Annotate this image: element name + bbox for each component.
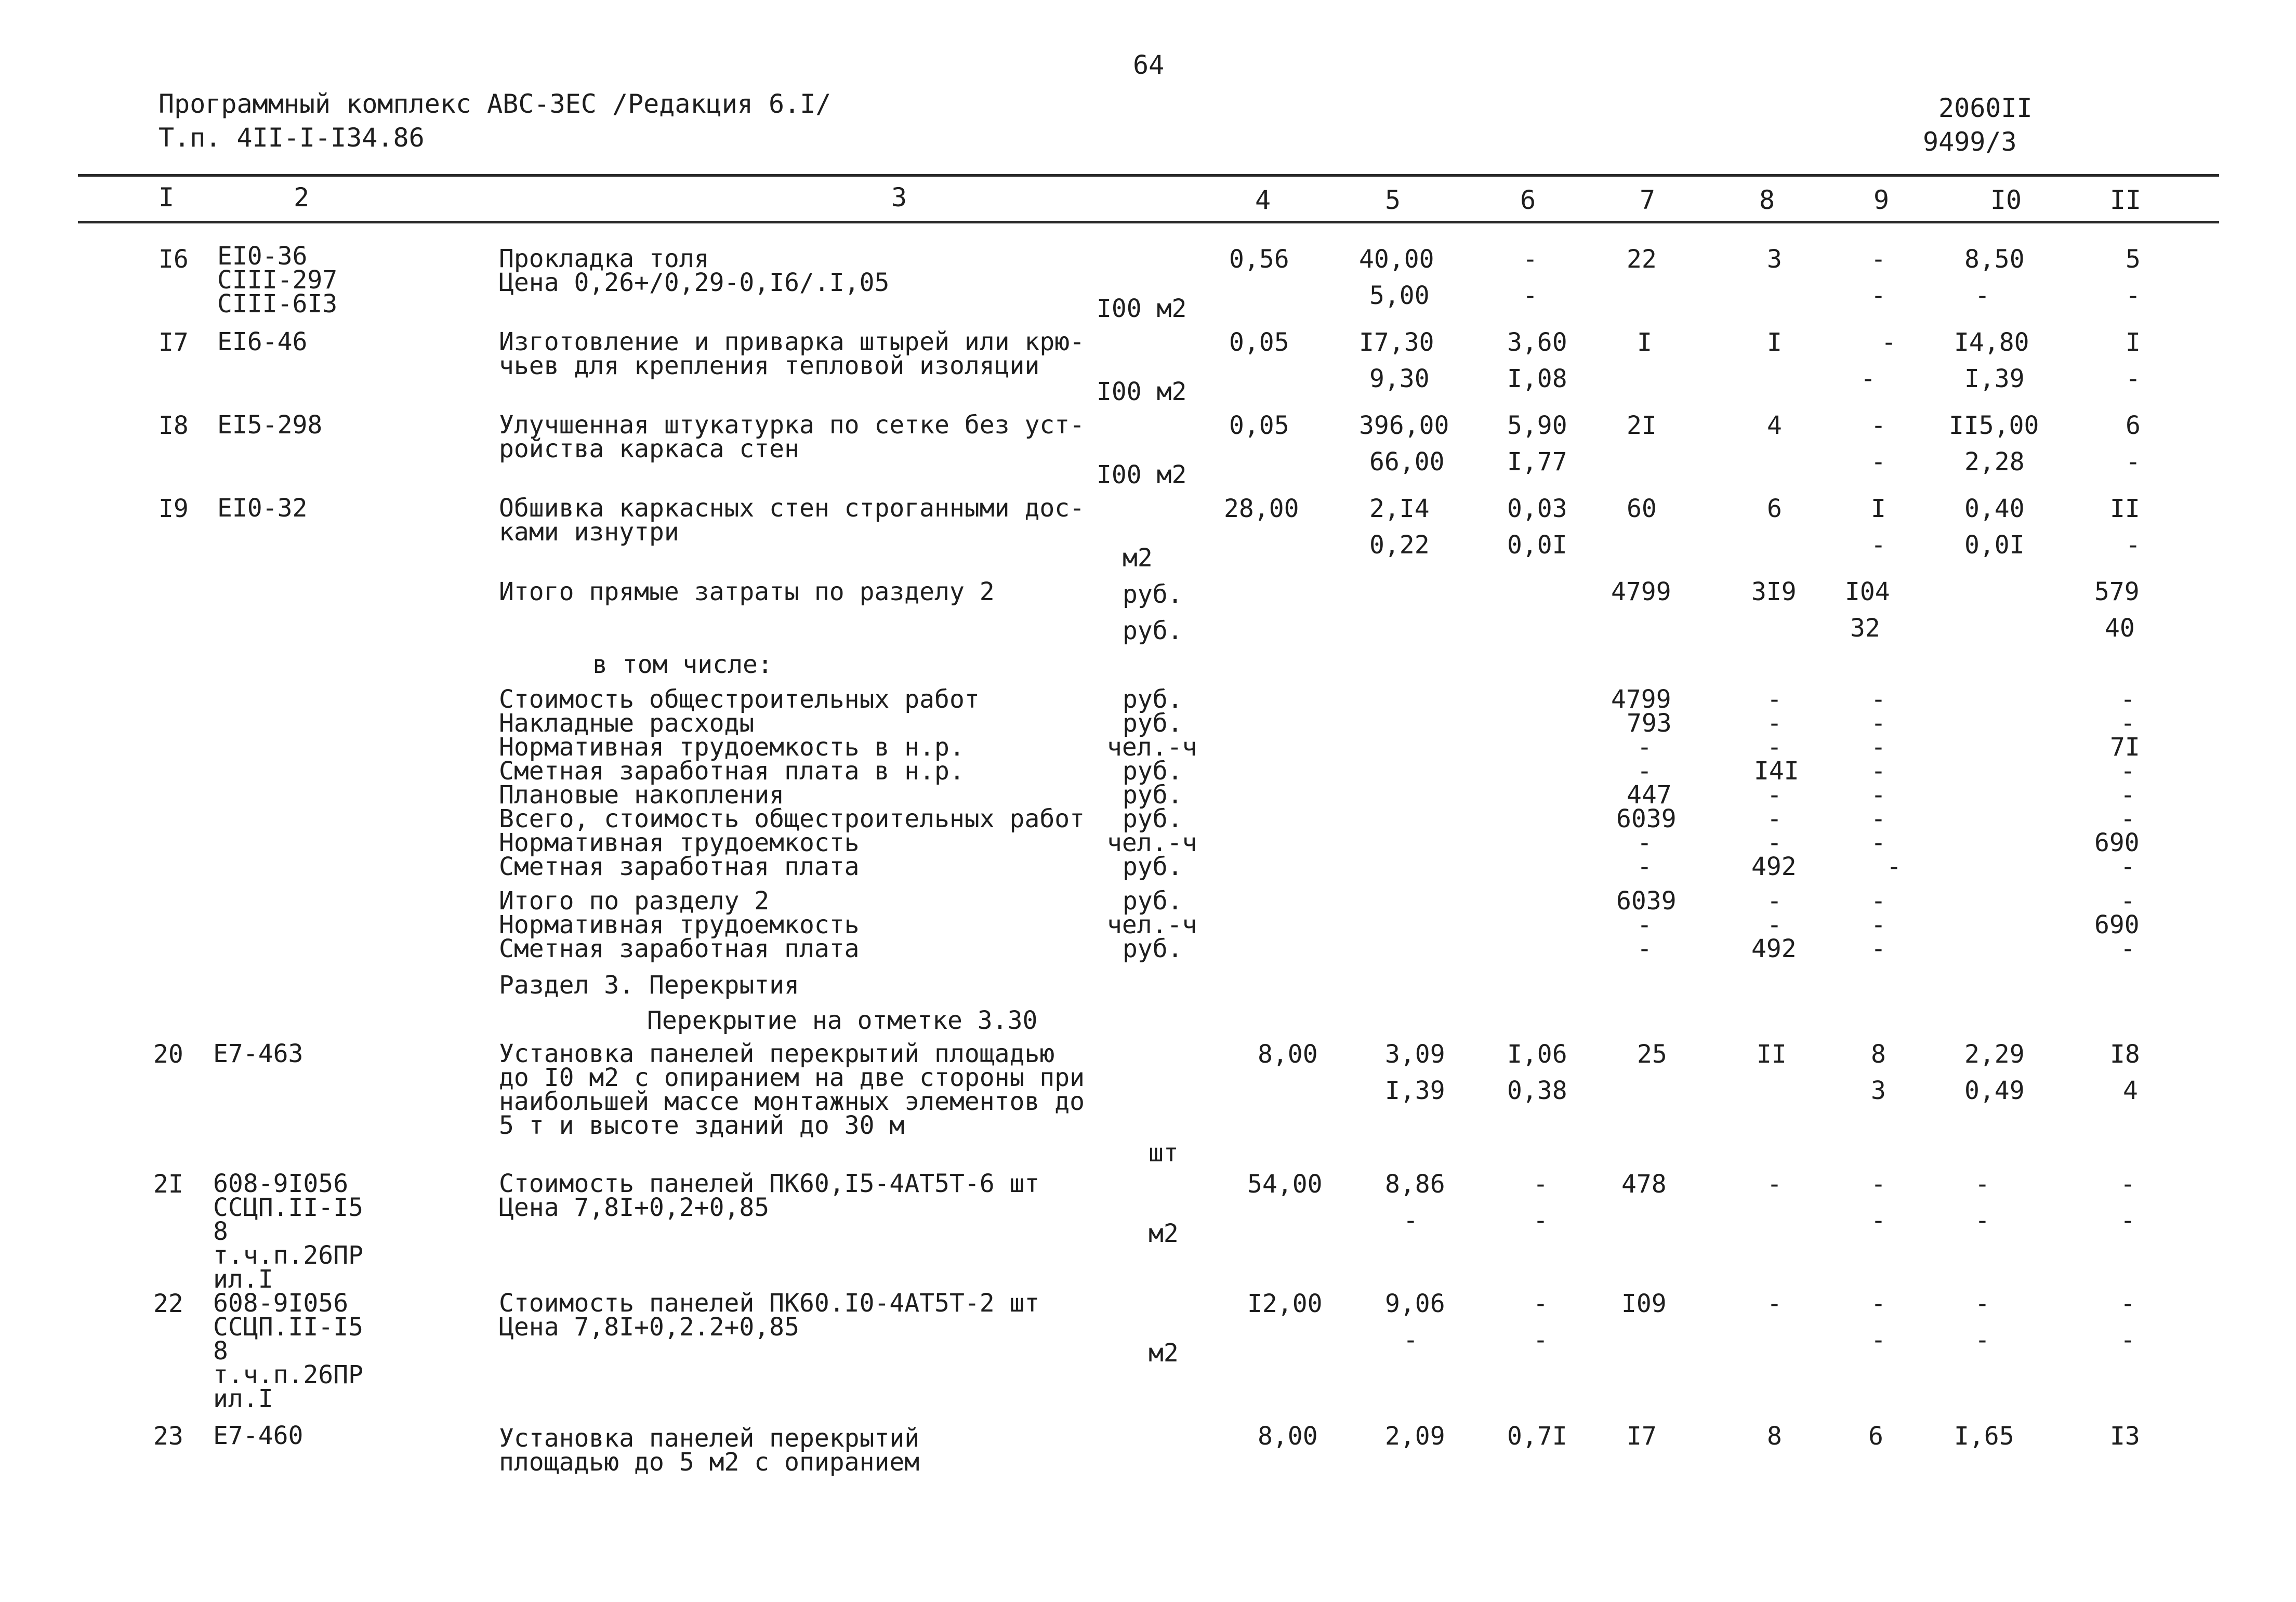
row-col9: 3 xyxy=(1871,1076,1886,1105)
item-col11: - xyxy=(2120,709,2135,738)
item-col7: - xyxy=(1637,934,1652,963)
row-col10: 8,50 xyxy=(1964,245,2025,274)
item-col8: - xyxy=(1767,733,1782,762)
row-number: I8 xyxy=(159,411,189,440)
row-col11: - xyxy=(2120,1170,2135,1199)
row-col6: - xyxy=(1533,1170,1548,1199)
row-col7: I7 xyxy=(1627,1422,1657,1451)
row-col9: 8 xyxy=(1871,1040,1886,1069)
row-col6: 0,03 xyxy=(1507,494,1567,523)
row-col5: 3,09 xyxy=(1385,1040,1445,1069)
item-col8: - xyxy=(1767,804,1782,833)
row-col4: 8,00 xyxy=(1258,1422,1318,1451)
row-col5: I7,30 xyxy=(1359,328,1434,357)
row-col6: - xyxy=(1533,1326,1548,1355)
row-col8: - xyxy=(1767,1170,1782,1199)
row-col10: I,65 xyxy=(1954,1422,2014,1451)
row-col8: 3 xyxy=(1767,245,1782,274)
row-col9: 6 xyxy=(1868,1422,1883,1451)
row-col7: I xyxy=(1637,328,1652,357)
row-code: E7-463 xyxy=(213,1039,304,1068)
row-col7: 60 xyxy=(1627,494,1657,523)
row-col4: I2,00 xyxy=(1247,1289,1323,1318)
item-label: Сметная заработная плата xyxy=(499,852,860,881)
row-col9: I xyxy=(1871,494,1886,523)
row-col5: - xyxy=(1403,1206,1418,1235)
row-col5: 8,86 xyxy=(1385,1170,1445,1199)
row-col6: 0,0I xyxy=(1507,531,1567,560)
row-col6: 5,90 xyxy=(1507,411,1567,440)
item-unit: руб. xyxy=(1123,886,1183,916)
row-col8: 8 xyxy=(1767,1422,1782,1451)
row-description: Стоимость панелей ПК60,I5-4АТ5Т-6 шт Цена 7,8I+0,2+0,85 xyxy=(499,1169,1040,1222)
item-col7: - xyxy=(1637,910,1652,939)
column-header: 3 xyxy=(891,182,907,213)
row-code: EI6-46 xyxy=(217,327,308,356)
row-description: Улучшенная штукатурка по сетке без уст- ройства каркаса стен xyxy=(499,411,1085,464)
header-rule-bottom xyxy=(78,221,2219,223)
header-rule-top xyxy=(78,174,2219,177)
column-header: 5 xyxy=(1384,185,1401,215)
row-unit: I00 м2 xyxy=(1097,460,1187,489)
item-col9: - xyxy=(1871,733,1886,762)
item-unit: руб. xyxy=(1123,685,1183,714)
row-col10: 0,49 xyxy=(1964,1076,2025,1105)
row-col5: 2,09 xyxy=(1385,1422,1445,1451)
item-col11: - xyxy=(2120,685,2135,714)
row-col8: II xyxy=(1757,1040,1787,1069)
item-col9: - xyxy=(1871,804,1886,833)
row-description: Стоимость панелей ПК60.I0-4АТ5Т-2 шт Цена 7,8I+0,2.2+0,85 xyxy=(499,1289,1040,1342)
item-col8: - xyxy=(1767,910,1782,939)
row-col11: 4 xyxy=(2123,1076,2138,1105)
item-col9: - xyxy=(1886,852,1902,881)
row-code: EI0-36 CIII-297 CIII-6I3 xyxy=(217,242,338,319)
item-label: Сметная заработная плата xyxy=(499,934,860,963)
including-heading: в том числе: xyxy=(592,650,773,679)
row-code: EI5-298 xyxy=(217,411,323,440)
section-subtitle: Перекрытие на отметке 3.30 xyxy=(647,1006,1038,1035)
row-description: Изготовление и приварка штырей или крю- чьев для крепления тепловой изоляции xyxy=(499,327,1085,380)
row-col4: 0,05 xyxy=(1229,328,1289,357)
total-direct-label: Итого прямые затраты по разделу 2 xyxy=(499,577,995,606)
row-unit: м2 xyxy=(1123,544,1153,573)
item-col9: - xyxy=(1871,780,1886,810)
row-col6: 3,60 xyxy=(1507,328,1567,357)
row-col10: I4,80 xyxy=(1954,328,2029,357)
document-code: 2060II xyxy=(1938,93,2033,123)
item-col7: 4799 xyxy=(1611,685,1671,714)
row-col6: - xyxy=(1533,1206,1548,1235)
item-col8: - xyxy=(1767,886,1782,916)
item-col11: - xyxy=(2120,804,2135,833)
item-unit: руб. xyxy=(1123,780,1183,810)
row-col9: - xyxy=(1871,1206,1886,1235)
column-header: 4 xyxy=(1255,185,1271,215)
row-col10: 2,29 xyxy=(1964,1040,2025,1069)
page-number: 64 xyxy=(1133,50,1165,80)
row-code: 608-9I056 ССЦП.II-I5 8 т.ч.п.26ПР ил.I xyxy=(213,1169,363,1294)
row-col4: 54,00 xyxy=(1247,1170,1323,1199)
row-col7: I09 xyxy=(1621,1289,1667,1318)
row-col9: - xyxy=(1871,281,1886,310)
row-col5: 0,22 xyxy=(1369,531,1430,560)
row-col6: I,08 xyxy=(1507,364,1567,393)
row-col6: - xyxy=(1523,281,1538,310)
row-unit: м2 xyxy=(1149,1219,1179,1248)
row-col10: I,39 xyxy=(1964,364,2025,393)
item-col11: 690 xyxy=(2094,828,2140,857)
row-col6: 0,7I xyxy=(1507,1422,1567,1451)
row-col11: - xyxy=(2126,364,2141,393)
item-col11: - xyxy=(2120,852,2135,881)
row-number: 20 xyxy=(153,1040,183,1069)
row-col6: - xyxy=(1533,1289,1548,1318)
row-col9: - xyxy=(1871,1170,1886,1199)
item-col9: - xyxy=(1871,685,1886,714)
total-direct-col11: 579 xyxy=(2094,577,2140,606)
row-col11: I3 xyxy=(2110,1422,2140,1451)
row-col10: - xyxy=(1975,1206,1990,1235)
row-col4: 28,00 xyxy=(1224,494,1299,523)
total-direct-col8: 3I9 xyxy=(1751,577,1797,606)
row-col11: 5 xyxy=(2126,245,2141,274)
item-col7: - xyxy=(1637,852,1652,881)
row-col10: 2,28 xyxy=(1964,447,2025,476)
row-col4: 0,56 xyxy=(1229,245,1289,274)
item-label: Итого по разделу 2 xyxy=(499,886,770,916)
column-header: 6 xyxy=(1520,185,1536,215)
item-col8: - xyxy=(1767,780,1782,810)
row-unit: м2 xyxy=(1149,1339,1179,1368)
row-col9: - xyxy=(1871,1289,1886,1318)
item-col9: - xyxy=(1871,828,1886,857)
item-col7: - xyxy=(1637,828,1652,857)
row-col11: - xyxy=(2120,1289,2135,1318)
item-unit: руб. xyxy=(1123,709,1183,738)
row-col7: 25 xyxy=(1637,1040,1667,1069)
column-header: I0 xyxy=(1990,185,2022,215)
item-col9: - xyxy=(1871,910,1886,939)
item-col9: - xyxy=(1871,934,1886,963)
column-header: 8 xyxy=(1759,185,1775,215)
row-col11: - xyxy=(2126,281,2141,310)
row-col10: - xyxy=(1975,281,1990,310)
row-col7: 478 xyxy=(1621,1170,1667,1199)
row-col11: - xyxy=(2126,531,2141,560)
row-col6: I,06 xyxy=(1507,1040,1567,1069)
row-description: Прокладка толя Цена 0,26+/0,29-0,I6/.I,05 xyxy=(499,244,890,297)
column-header: 7 xyxy=(1639,185,1656,215)
item-col9: - xyxy=(1871,886,1886,916)
row-col4: 8,00 xyxy=(1258,1040,1318,1069)
row-col7: 22 xyxy=(1627,245,1657,274)
column-header: I xyxy=(158,182,175,213)
row-col5: 40,00 xyxy=(1359,245,1434,274)
row-col9: - xyxy=(1881,328,1896,357)
item-label: Плановые накопления xyxy=(499,780,785,810)
row-col4: 0,05 xyxy=(1229,411,1289,440)
item-label: Всего, стоимость общестроительных работ xyxy=(499,804,1085,833)
item-unit: чел.-ч xyxy=(1107,828,1197,857)
row-col9: - xyxy=(1871,245,1886,274)
row-code: 608-9I056 ССЦП.II-I5 8 т.ч.п.26ПР ил.I xyxy=(213,1289,363,1413)
total-direct-unit: руб. xyxy=(1123,580,1183,609)
row-col7: 2I xyxy=(1627,411,1657,440)
row-number: 23 xyxy=(153,1422,183,1451)
item-label: Нормативная трудоемкость xyxy=(499,828,860,857)
item-label: Накладные расходы xyxy=(499,709,755,738)
row-col10: II5,00 xyxy=(1949,411,2039,440)
item-unit: руб. xyxy=(1123,804,1183,833)
row-unit: шт xyxy=(1149,1138,1179,1168)
column-header: II xyxy=(2109,185,2142,215)
row-col9: - xyxy=(1871,411,1886,440)
row-code: EI0-32 xyxy=(217,494,308,523)
total-direct-col9: 32 xyxy=(1850,614,1880,643)
section-title: Раздел 3. Перекрытия xyxy=(499,971,799,1000)
row-col11: I xyxy=(2126,328,2141,357)
row-col5: - xyxy=(1403,1326,1418,1355)
row-code: E7-460 xyxy=(213,1421,304,1450)
row-col9: - xyxy=(1860,364,1876,393)
item-label: Нормативная трудоемкость в н.р. xyxy=(499,733,965,762)
row-description: Установка панелей перекрытий площадью до I0 м2 с опиранием на две стороны при наибольшей массе монтажных элементов до 5 т и высоте зданий до 30 м xyxy=(499,1039,1085,1140)
item-label: Нормативная трудоемкость xyxy=(499,910,860,939)
row-col10: - xyxy=(1975,1170,1990,1199)
row-number: I7 xyxy=(159,328,189,357)
item-col9: - xyxy=(1871,757,1886,786)
item-col7: 793 xyxy=(1627,709,1672,738)
column-header: 2 xyxy=(293,182,310,213)
item-unit: руб. xyxy=(1123,934,1183,963)
item-col11: - xyxy=(2120,886,2135,916)
row-col6: 0,38 xyxy=(1507,1076,1567,1105)
item-unit: руб. xyxy=(1123,757,1183,786)
row-col5: 9,06 xyxy=(1385,1289,1445,1318)
row-col5: 66,00 xyxy=(1369,447,1445,476)
row-col8: - xyxy=(1767,1289,1782,1318)
item-col8: I4I xyxy=(1754,757,1799,786)
item-unit: чел.-ч xyxy=(1107,733,1197,762)
row-col11: II xyxy=(2110,494,2140,523)
item-col7: 6039 xyxy=(1616,886,1677,916)
row-col6: - xyxy=(1523,245,1538,274)
item-col7: - xyxy=(1637,757,1652,786)
row-col11: - xyxy=(2120,1326,2135,1355)
row-number: 2I xyxy=(153,1170,183,1199)
row-col5: 396,00 xyxy=(1359,411,1449,440)
item-col8: - xyxy=(1767,685,1782,714)
row-col10: 0,40 xyxy=(1964,494,2025,523)
item-col11: 7I xyxy=(2110,733,2140,762)
row-col8: 6 xyxy=(1767,494,1782,523)
row-col5: 9,30 xyxy=(1369,364,1430,393)
item-unit: руб. xyxy=(1123,852,1183,881)
item-col9: - xyxy=(1871,709,1886,738)
row-col5: I,39 xyxy=(1385,1076,1445,1105)
row-col6: I,77 xyxy=(1507,447,1567,476)
item-col7: 6039 xyxy=(1616,804,1677,833)
item-unit: чел.-ч xyxy=(1107,910,1197,939)
row-number: 22 xyxy=(153,1289,183,1318)
row-col11: - xyxy=(2126,447,2141,476)
item-label: Стоимость общестроительных работ xyxy=(499,685,980,714)
row-unit: I00 м2 xyxy=(1097,377,1187,406)
row-col9: - xyxy=(1871,1326,1886,1355)
row-unit: I00 м2 xyxy=(1097,294,1187,323)
row-col11: 6 xyxy=(2126,411,2141,440)
total-direct-col11: 40 xyxy=(2105,614,2135,643)
item-col11: - xyxy=(2120,934,2135,963)
total-direct-col7: 4799 xyxy=(1611,577,1671,606)
row-col10: - xyxy=(1975,1326,1990,1355)
document-title: Программный комплекс АВС-ЗЕС /Редакция 6.I/ xyxy=(159,89,832,119)
item-col8: - xyxy=(1767,709,1782,738)
row-col8: I xyxy=(1767,328,1782,357)
item-col11: 690 xyxy=(2094,910,2140,939)
row-col10: 0,0I xyxy=(1964,531,2025,560)
row-col11: - xyxy=(2120,1206,2135,1235)
total-direct-unit: руб. xyxy=(1123,616,1183,645)
row-col5: 5,00 xyxy=(1369,281,1430,310)
item-col7: 447 xyxy=(1627,780,1672,810)
column-header: 9 xyxy=(1873,185,1890,215)
document-sheet: 9499/3 xyxy=(1923,127,2017,157)
row-description: Установка панелей перекрытий площадью до 5 м2 с опиранием xyxy=(499,1424,920,1477)
row-col9: - xyxy=(1871,531,1886,560)
row-col8: 4 xyxy=(1767,411,1782,440)
row-col9: - xyxy=(1871,447,1886,476)
item-col11: - xyxy=(2120,780,2135,810)
item-col11: - xyxy=(2120,757,2135,786)
row-col10: - xyxy=(1975,1289,1990,1318)
document-subtitle: Т.п. 4II-I-I34.86 xyxy=(159,123,425,153)
item-col8: - xyxy=(1767,828,1782,857)
total-direct-col9: I04 xyxy=(1845,577,1890,606)
row-col5: 2,I4 xyxy=(1369,494,1430,523)
item-col7: - xyxy=(1637,733,1652,762)
row-description: Обшивка каркасных стен строганными дос- ками изнутри xyxy=(499,494,1085,547)
item-col8: 492 xyxy=(1751,934,1797,963)
item-label: Сметная заработная плата в н.р. xyxy=(499,757,965,786)
row-number: I6 xyxy=(159,245,189,274)
item-col8: 492 xyxy=(1751,852,1797,881)
row-number: I9 xyxy=(159,494,189,523)
row-col11: I8 xyxy=(2110,1040,2140,1069)
